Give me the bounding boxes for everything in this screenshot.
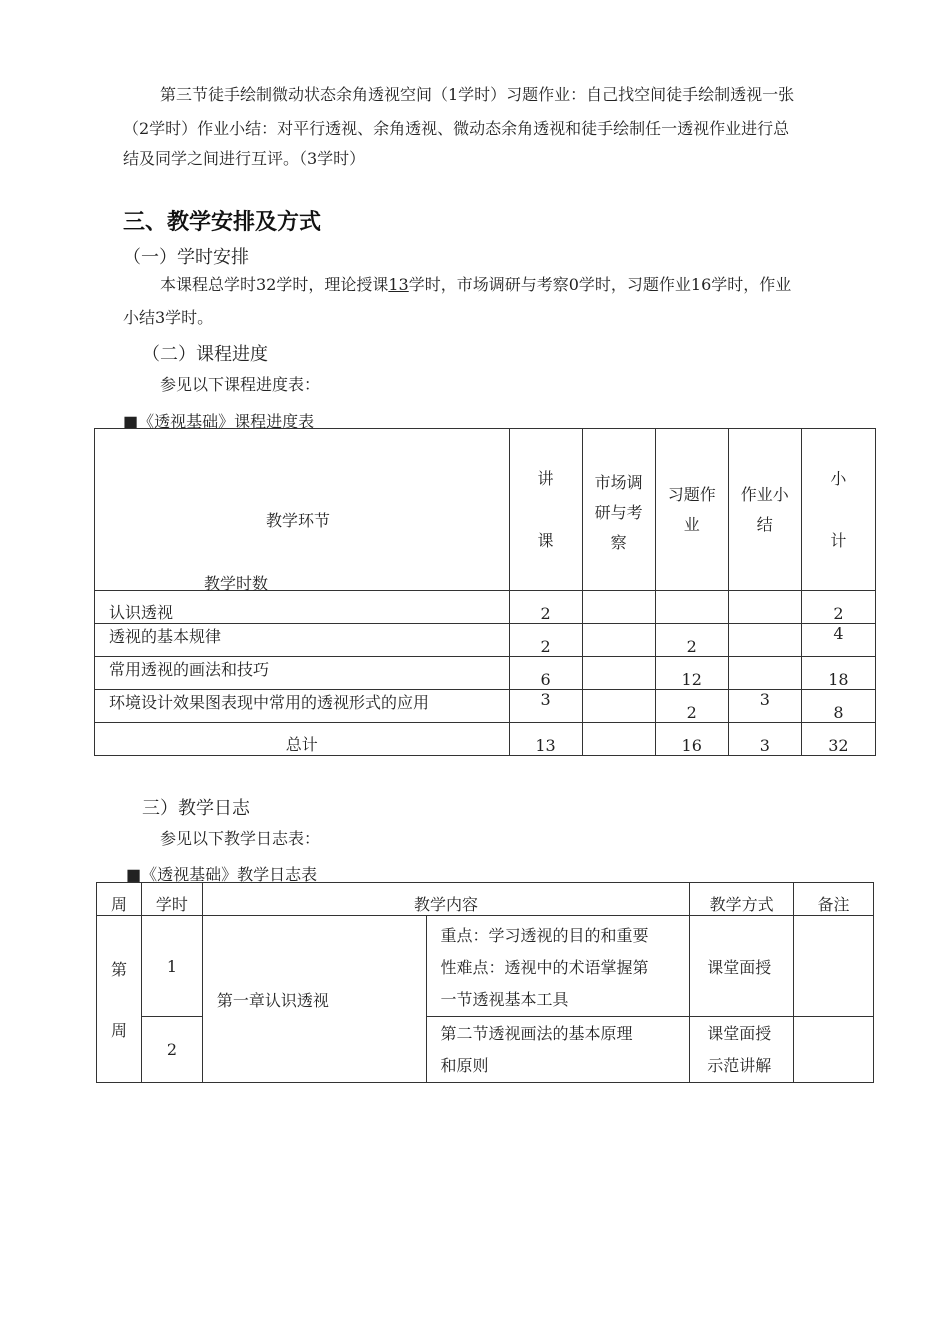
header-survey-line: 察 (610, 532, 627, 552)
row-survey (582, 591, 655, 624)
row-summary (728, 657, 801, 690)
log-detail (426, 1017, 690, 1083)
header-exercise (655, 429, 728, 591)
intro-line-3: 结及同学之间进行互评。（3学时） (123, 149, 366, 168)
table-row (95, 657, 876, 690)
header-subtotal-bottom: 计 (830, 530, 847, 550)
progress-table-header (95, 429, 876, 591)
header-exercise-line: 业 (683, 514, 700, 534)
table-row (95, 690, 876, 723)
log-table-caption: ■《透视基础》教学日志表 (126, 865, 318, 884)
log-intro: 参见以下教学日志表： (160, 829, 321, 848)
total-lecture: 13 (509, 723, 582, 756)
progress-table-caption: ■《透视基础》课程进度表 (123, 412, 315, 431)
hours-text-pre: 本课程总学时32学时，理论授课 (160, 275, 389, 294)
header-method: 教学方式 (690, 883, 794, 916)
row-exercise: 2 (655, 624, 728, 657)
intro-line-2: （2学时）作业小结：对平行透视、余角透视、微动态余角透视和徒手绘制任一透视作业进行总 (123, 119, 790, 138)
row-survey (582, 690, 655, 723)
header-survey (582, 429, 655, 591)
row-summary (728, 624, 801, 657)
row-summary (728, 591, 801, 624)
row-summary: 3 (728, 690, 801, 723)
header-hours: 学时 (141, 883, 202, 916)
header-week: 周 (97, 883, 142, 916)
detail-line: 一节透视基本工具 (440, 990, 569, 1009)
intro-line-1: 第三节徒手绘制微动状态余角透视空间（1学时）习题作业：自己找空间徒手绘制透视一张 (160, 85, 795, 104)
row-name: 透视的基本规律 (95, 624, 510, 657)
log-detail (426, 916, 690, 1017)
hours-line-2: 小结3学时。 (123, 308, 214, 327)
row-exercise (655, 591, 728, 624)
header-content: 教学内容 (202, 883, 689, 916)
log-row (97, 916, 874, 1017)
row-subtotal: 2 (801, 591, 875, 624)
week-label-bottom: 周 (110, 1021, 127, 1040)
log-hours: 2 (141, 1017, 202, 1083)
row-survey (582, 624, 655, 657)
total-label: 总计 (95, 723, 510, 756)
log-note (794, 916, 874, 1017)
header-lecture (509, 429, 582, 591)
header-survey-line: 市场调 (594, 472, 643, 492)
section-heading: 三、教学安排及方式 (123, 210, 322, 235)
header-survey-line: 研与考 (594, 502, 643, 522)
hours-line-1 (160, 268, 791, 302)
method-line: 示范讲解 (707, 1055, 772, 1075)
row-name: 认识透视 (95, 591, 510, 624)
detail-line: 重点：学习透视的目的和重要 (440, 926, 649, 945)
row-lecture: 6 (509, 657, 582, 690)
row-exercise: 2 (655, 690, 728, 723)
log-table-header (97, 883, 874, 916)
total-survey (582, 723, 655, 756)
row-subtotal: 4 (801, 624, 875, 657)
subsection-heading-progress: （二）课程进度 (142, 344, 268, 365)
header-lecture-top: 讲 (537, 468, 554, 488)
header-exercise-line: 习题作 (667, 484, 716, 504)
row-lecture: 2 (509, 624, 582, 657)
hours-lecture-number: 13 (388, 275, 409, 294)
detail-line: 性难点：透视中的术语掌握第 (440, 958, 649, 977)
header-subtotal (801, 429, 875, 591)
header-teaching-hours: 教学时数 (204, 574, 269, 593)
row-exercise: 12 (655, 657, 728, 690)
log-method (690, 916, 794, 1017)
progress-table (94, 428, 876, 756)
header-corner-cell (95, 429, 510, 591)
detail-line: 和原则 (440, 1055, 489, 1075)
row-lecture: 3 (509, 690, 582, 723)
header-note: 备注 (794, 883, 874, 916)
table-row (95, 591, 876, 624)
row-subtotal: 18 (801, 657, 875, 690)
week-label-top: 第 (110, 960, 127, 979)
log-table (96, 882, 874, 1083)
detail-line: 第二节透视画法的基本原理 (440, 1023, 633, 1043)
method-line: 课堂面授 (707, 957, 772, 977)
row-subtotal: 8 (801, 690, 875, 723)
header-summary (728, 429, 801, 591)
header-summary-line: 结 (756, 514, 773, 534)
table-total-row (95, 723, 876, 756)
log-hours: 1 (141, 916, 202, 1017)
header-summary-line: 作业小 (740, 484, 789, 504)
header-teaching-section: 教学环节 (266, 511, 331, 530)
total-summary: 3 (728, 723, 801, 756)
header-subtotal-top: 小 (830, 468, 847, 488)
log-note (794, 1017, 874, 1083)
row-survey (582, 657, 655, 690)
subsection-heading-hours: （一）学时安排 (123, 247, 249, 268)
log-method (690, 1017, 794, 1083)
row-name: 环境设计效果图表现中常用的透视形式的应用 (95, 690, 510, 723)
method-line: 课堂面授 (707, 1023, 772, 1043)
chapter-cell: 第一章认识透视 (202, 916, 426, 1083)
total-exercise: 16 (655, 723, 728, 756)
hours-text-post: 学时，市场调研与考察0学时，习题作业16学时，作业 (408, 275, 792, 294)
progress-intro: 参见以下课程进度表： (160, 375, 321, 394)
row-lecture: 2 (509, 591, 582, 624)
header-lecture-bottom: 课 (537, 530, 554, 550)
week-cell (97, 916, 142, 1083)
table-row (95, 624, 876, 657)
total-subtotal: 32 (801, 723, 875, 756)
row-name: 常用透视的画法和技巧 (95, 657, 510, 690)
subsection-heading-log: 三）教学日志 (142, 798, 250, 819)
